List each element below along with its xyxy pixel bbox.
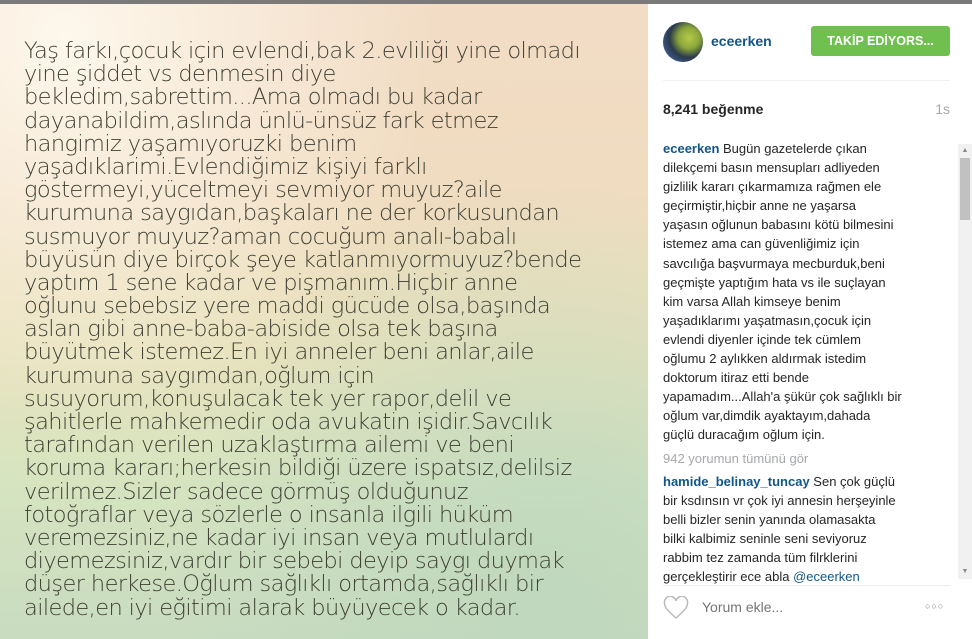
image-text-line: koruma kararı;herkesin bildiği üzere ispatsız,delilsiz [24, 455, 572, 482]
image-text-line: susmuyor muyuz?aman cocuğum analı-babalı [24, 223, 517, 250]
post-sidebar [648, 4, 972, 639]
following-button[interactable]: TAKİP EDİYORS... [811, 26, 950, 56]
text-line: rabbim tez zamanda tüm filrklerini [663, 549, 858, 565]
image-text-line: aslan gibi anne-baba-abiside olsa tek başına [24, 316, 498, 343]
caption-username[interactable]: eceerken [663, 141, 720, 156]
image-text-line: kurumuna saygımdan,oğlum için [24, 362, 375, 389]
image-text-line: fotoğraflar veya sözlerle o insanla ilgili hüküm [24, 501, 514, 528]
image-text-line: veremezsiniz,ne kadar iyi insan veya mutlulardı [24, 524, 534, 551]
image-text-line: susuyorum,konuşulacak tek yer rapor,delil ve [24, 385, 512, 412]
image-text-line: şahitlerle mahkemedir oda avukatin işidir.Savcılık [24, 409, 553, 435]
more-options-icon[interactable]: ○○○ [925, 601, 945, 611]
image-text-line: kurumuna saygıdan,başkaları ne der korkusundan [24, 200, 560, 227]
text-line: dilekçemi basın mensupları adliyeden [663, 160, 880, 176]
caption-first-line [663, 139, 953, 158]
post-time[interactable]: 1s [935, 101, 950, 117]
add-comment-input[interactable] [702, 599, 883, 615]
text-line: savcılığa başvurmaya mecburduk,beni [663, 255, 885, 271]
divider [663, 585, 950, 586]
text-line: yaşasın oğlunun babasını kötü bilmesini [663, 217, 894, 233]
caption-body [663, 158, 953, 444]
caption-text: Bugün gazetelerde çıkan [723, 141, 867, 156]
text-line: bir ksdınsın vr çok iyi annesin herşeyinle [663, 492, 896, 508]
image-text-line: büyütmek istemez.En iyi anneler beni anlar,aile [24, 339, 534, 366]
text-line: güçlü duracağım oğlum için. [663, 427, 825, 443]
text-line: geçirmiştir,hiçbir anne ne yaşarsa [663, 198, 856, 214]
avatar[interactable] [663, 22, 703, 62]
post-image-text [24, 40, 581, 620]
image-text-line: ailede,en iyi eğitimi alarak büyüyecek o kadar. [24, 594, 520, 621]
view-all-comments-link[interactable]: 942 yorumun tümünü gör [663, 450, 809, 466]
scroll-down-arrow-icon[interactable]: ▼ [961, 568, 969, 575]
text-line: doktorum itiraz etti bende [663, 370, 809, 386]
image-text-line: düşer herkese.Oğlum sağlıklı ortamda,sağlıklı bir [24, 571, 543, 598]
image-text-line: bekledim,sabrettim...Ama olmadı bu kadar [24, 84, 482, 111]
image-text-line: yaşadıklarimi.Evlendiğimiz kişiyi farklı [24, 153, 427, 180]
comment-body [663, 491, 953, 567]
post-username[interactable]: eceerken [711, 33, 772, 49]
text-line: istemez ama can güvenliğimiz için [663, 236, 860, 252]
scrollbar-thumb[interactable] [960, 158, 970, 220]
text-line: gizlilik kararı çıkarmamıza rağmen ele [663, 179, 882, 195]
scroll-up-arrow-icon[interactable]: ▲ [961, 147, 969, 154]
text-line: yapamadım...Allah'a şükür çok sağlıklı bir [663, 389, 902, 405]
text-line: evlendi diyenler içinde tek cümlem [663, 331, 861, 347]
comments-list [663, 139, 953, 586]
text-line: yaşadıklarımı yaşatmasın,çocuk için [663, 312, 872, 328]
image-text-line: Yaş farkı,çocuk için evlendi,bak 2.evliliği yine olmadı [24, 38, 580, 64]
image-text-line: yaptım 1 sene kadar ve pişmanım.Hiçbir anne [24, 269, 518, 296]
comment-username[interactable]: hamide_belinay_tuncay [663, 473, 810, 489]
image-text-line: yine şiddet vs denmesin diye [24, 61, 336, 88]
image-text-line: dayanabildim,aslında ünlü-ünsüz fark etmez [24, 107, 498, 134]
image-text-line: diyemezsiniz,vardır bir sebebi deyip saygı duymak [24, 548, 564, 575]
image-text-line: büyüsün diye birçok şeye katlanmıyormuyuz?bende [24, 246, 582, 273]
text-line: kim varsa Allah kimseye benim [663, 293, 841, 309]
post-image[interactable] [0, 4, 648, 639]
text-line: oğlumu 2 aylıkken aldırmak istedim [663, 351, 867, 367]
divider [663, 80, 950, 81]
text-line: geçmişte yaptığım hata vs ile suçlayan [663, 274, 886, 290]
image-text-line: tarafından verilen uzaklaştırma ailemi ve beni [24, 432, 514, 459]
image-text-line: hangimiz yaşamıyoruzki benim [24, 130, 357, 157]
image-text-line: göstermeyi,yüceltmeyi sevmiyor muyuz?aile [24, 177, 502, 204]
comments-scrollbar[interactable] [958, 144, 972, 579]
comment-text: Sen çok güçlü [813, 473, 895, 489]
text-line: belli bizler senin yanında olamasakta [663, 511, 876, 527]
comment-text: gerçekleştirir ece abla [663, 569, 790, 585]
like-count[interactable]: 8,241 beğenme [663, 101, 764, 117]
comment-first-line [663, 472, 953, 491]
mention-link[interactable]: @eceerken [793, 569, 860, 585]
comment-last-line [663, 567, 953, 586]
heart-icon[interactable] [663, 596, 689, 620]
text-line: bilki kalbimiz seninle seni seviyoruz [663, 530, 867, 546]
text-line: oğlum var,dimdik ayaktayım,dahada [663, 408, 871, 424]
image-text-line: verilmez.Sizler sadece görmüş olduğunuz [24, 478, 468, 505]
image-text-line: oğlunu sebebsiz yere maddi gücüde olsa,başında [24, 293, 551, 320]
